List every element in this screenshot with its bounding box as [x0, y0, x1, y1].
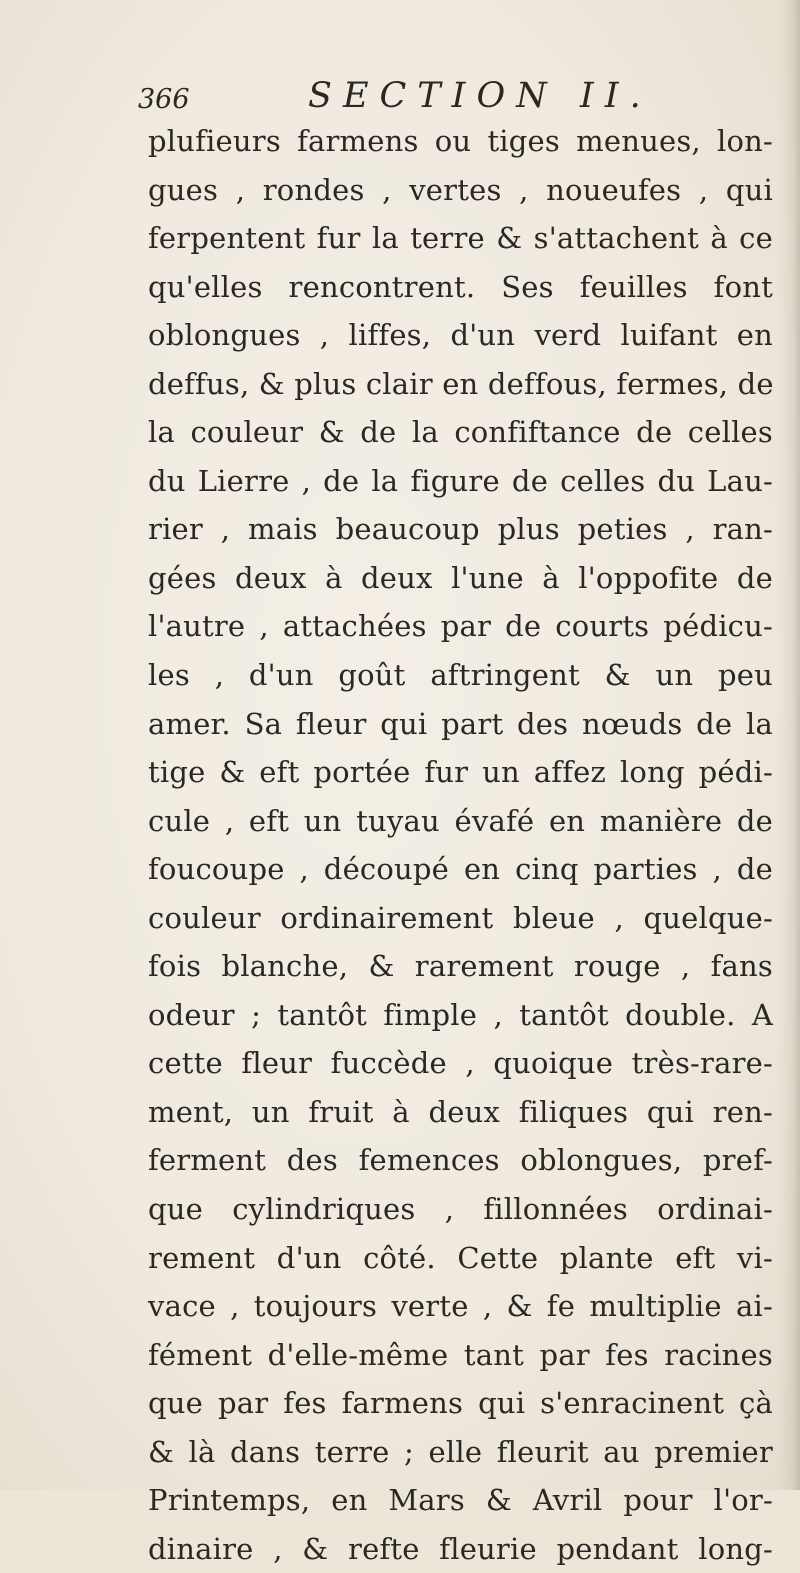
text-line: foucoupe , découpé en cinq parties , de [148, 852, 773, 887]
text-line: l'autre , attachées par de courts pédicu- [148, 609, 773, 644]
text-line: & là dans terre ; elle fleurit au premier [148, 1434, 773, 1469]
text-line: tige & eft portée fur un affez long pédi- [148, 755, 773, 790]
text-line: ferment des femences oblongues, pref- [148, 1143, 773, 1178]
text-line: les , d'un goût aftringent & un peu [148, 658, 773, 693]
text-line: rier , mais beaucoup plus peties , ran- [148, 512, 773, 547]
text-line: oblongues , liffes, d'un verd luifant en [148, 318, 773, 353]
text-line: du Lierre , de la figure de celles du Lau- [148, 463, 773, 498]
text-line: qu'elles rencontrent. Ses feuilles font [148, 269, 773, 304]
text-line: fois blanche, & rarement rouge , fans [148, 949, 773, 984]
text-line: que par fes farmens qui s'enracinent çà [148, 1386, 773, 1421]
text-line: la couleur & de la confiftance de celles [148, 415, 773, 450]
text-line: cule , eft un tuyau évafé en manière de [148, 803, 773, 838]
body-text [148, 117, 773, 1573]
text-line: ferpentent fur la terre & s'attachent à ce [148, 221, 773, 256]
text-line: vace , toujours verte , & fe multiplie ai- [148, 1289, 773, 1324]
page-edge-shadow [778, 0, 800, 1490]
text-line: deffus, & plus clair en deffous, fermes, de [148, 366, 774, 401]
text-line: fément d'elle-même tant par fes racines [148, 1337, 773, 1372]
section-title: SECTION II. [308, 76, 652, 116]
page-number: 366 [138, 84, 190, 115]
text-line: gées deux à deux l'une à l'oppofite de [148, 560, 773, 595]
text-line: que cylindriques , fillonnées ordinai- [148, 1192, 773, 1227]
text-line: dinaire , & refte fleurie pendant long- [148, 1531, 773, 1566]
text-line: gues , rondes , vertes , noueufes , qui [148, 172, 773, 207]
text-line: plufieurs farmens ou tiges menues, lon- [148, 124, 773, 158]
text-line: ment, un fruit à deux filiques qui ren- [148, 1094, 773, 1129]
text-line: rement d'un côté. Cette plante eft vi- [148, 1240, 773, 1275]
text-line: Printemps, en Mars & Avril pour l'or- [148, 1483, 773, 1518]
text-line: amer. Sa fleur qui part des nœuds de la [148, 706, 773, 741]
text-line: cette fleur fuccède , quoique très-rare- [148, 1046, 773, 1081]
text-line: couleur ordinairement bleue , quelque- [148, 900, 773, 935]
text-line: odeur ; tantôt fimple , tantôt double. A [148, 997, 773, 1032]
